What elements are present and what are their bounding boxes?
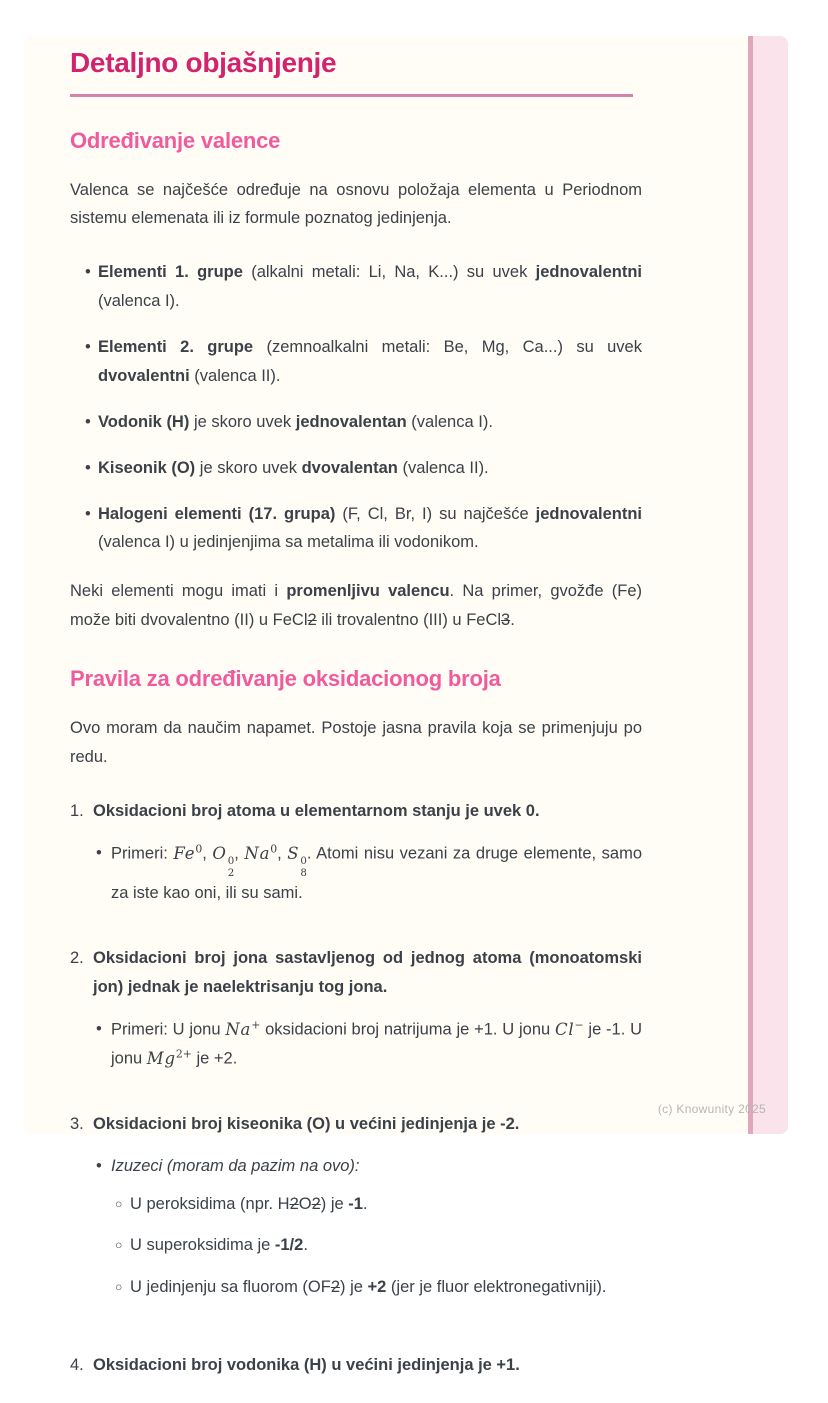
text-segment: U superoksidima je [130,1236,275,1255]
text-segment: 2 [307,611,317,630]
text-segment: 3 [501,611,511,630]
text-segment: (valenca II). [397,458,489,477]
text-segment: , [277,844,288,863]
bullet-icon: • [85,338,91,357]
text-segment: Ovo moram da naučim napamet. Postoje jasna pravila koja se primenjuju po redu. [70,718,642,766]
text-segment: . [362,1194,368,1213]
text-segment: (F, Cl, Br, I) su najčešće [335,504,536,523]
text-segment: Halogeni elementi (17. grupa) [98,504,336,523]
text-segment: dvovalentan [301,458,398,477]
text-segment: Vodonik (H) [98,412,190,431]
text-segment: (valenca II). [189,366,281,385]
example-list-item [93,1015,642,1074]
math-formula: S 0 8 [287,843,307,879]
text-segment: 2 [330,1278,341,1297]
list-number: 4. [70,1356,84,1375]
text-segment: Izuzeci (moram da pazim na ovo): [111,1156,360,1175]
text-segment: Oksidacioni broj atoma u elementarnom stanju je uvek 0. [93,802,540,821]
text-segment: promenljivu valencu [286,582,450,601]
text-segment: (zemnoalkalni metali: Be, Mg, Ca...) su uvek [253,338,642,357]
text-segment: Elementi 2. grupe [98,338,254,357]
text-segment: 2 [311,1194,321,1213]
bullet-icon: • [96,844,102,863]
text-segment: oksidacioni broj natrijuma je +1. U jonu [260,1020,555,1039]
text-segment: Valenca se najčešće određuje na osnovu položaja elementa u Periodnom sistemu elemenata ili iz formule poznatog jedinjenja. [70,180,642,228]
text-segment: jednovalentni [535,504,642,523]
list-item [70,258,642,316]
bullet-icon: • [85,412,91,431]
text-segment: U jedinjenju sa fluorom (OF [130,1278,331,1297]
text-segment: , [234,844,245,863]
math-formula: Cl− [554,1018,584,1039]
page-title: Detaljno objašnjenje [70,47,337,78]
valence-bullet-list [70,258,642,557]
text-segment: Primeri: U jonu [111,1020,226,1039]
exceptions-note-item [93,1152,642,1316]
text-segment: Primeri: [111,844,174,863]
text-segment: ) je [320,1194,349,1213]
section-heading-valence: Određivanje valence [70,128,281,153]
text-segment: . [510,611,515,630]
list-number: 3. [70,1114,84,1133]
math-formula: $Mg^{2+}$ [146,1047,192,1068]
text-segment: (jer je fluor elektronegativniji). [386,1278,607,1297]
math-formula: Fe$^0$ [173,842,203,863]
text-segment: U peroksidima (npr. H [130,1194,290,1213]
bullet-icon: • [96,1020,102,1039]
document-content [70,36,642,1403]
bullet-icon: • [96,1156,102,1175]
circle-bullet-icon: ○ [115,1280,123,1295]
oxidation-rules-list [70,797,642,1380]
math-formula: Na+ [225,1018,261,1039]
numbered-list-item [70,1110,642,1328]
text-segment: Oksidacioni broj kiseonika (O) u većini jedinjenja je -2. [93,1114,520,1133]
numbered-list-item [70,1351,642,1380]
exception-list-item [111,1231,642,1260]
list-item [70,333,642,391]
rule-title [93,1110,642,1139]
rule-title [93,1351,642,1380]
list-number: 1. [70,802,84,821]
oxidation-intro-paragraph [70,714,642,772]
bullet-icon: • [85,458,91,477]
text-segment: +2 [367,1278,387,1297]
text-segment: . Na primer, gvožđe (Fe) može biti dvovalentno (II) u FeCl [70,582,643,630]
copyright-watermark: (c) Knowunity 2025 [657,1102,766,1116]
rule-title [93,944,642,1002]
exceptions-list [111,1190,642,1303]
rule-title [93,797,642,826]
list-number: 2. [70,949,84,968]
text-segment: (valenca I). [98,292,180,311]
text-segment: (valenca I) u jedinjenjima sa metalima ili vodonikom. [98,533,479,552]
exception-list-item [111,1190,642,1219]
list-item [70,500,642,558]
text-segment: dvovalentni [98,366,190,385]
text-segment: . Atomi nisu vezani za druge elemente, samo za iste kao oni, ili su sami. [111,844,643,903]
bullet-icon: • [85,504,91,523]
text-segment: jednovalentni [535,263,642,282]
bullet-icon: • [85,263,91,282]
text-segment: (valenca I). [406,412,493,431]
valence-intro-paragraph [70,176,642,234]
document-card [24,36,788,1375]
example-list-item [93,839,642,908]
text-segment: je +2. [191,1049,238,1068]
math-formula: Na$^0$ [244,842,278,863]
text-segment: Kiseonik (O) [98,458,196,477]
text-segment: je -1. U jonu [111,1020,642,1068]
text-segment: (alkalni metali: Li, Na, K...) su uvek [242,263,536,282]
text-segment: jednovalentan [295,412,407,431]
circle-bullet-icon: ○ [115,1238,123,1253]
list-item [70,454,642,483]
text-segment: Oksidacioni broj jona sastavljenog od jednog atoma (monoatomski jon) jednak je naelektrisanju tog jona. [93,949,642,997]
variable-valence-paragraph [70,577,642,635]
text-segment: je skoro uvek [195,458,302,477]
list-item [70,408,642,437]
text-segment: Elementi 1. grupe [98,263,243,282]
text-segment: Neki elementi mogu imati i [70,582,287,601]
text-segment: ili trovalentno (III) u FeCl [316,611,502,630]
text-segment: . [303,1236,308,1255]
title-divider [70,94,633,97]
exception-list-item [111,1273,642,1302]
text-segment: -1/2 [274,1236,304,1255]
math-formula: O 0 2 [212,843,235,879]
section-heading-oxidation-rules: Pravila za određivanje oksidacionog broja [70,666,501,692]
circle-bullet-icon: ○ [115,1196,123,1211]
text-segment: ) je [340,1278,368,1297]
text-segment: O [298,1194,312,1213]
side-accent-stripe [748,36,788,1134]
text-segment: , [202,844,213,863]
numbered-list-item [70,944,642,1087]
text-segment: Oksidacioni broj vodonika (H) u većini jedinjenja je +1. [93,1356,520,1375]
text-segment: je skoro uvek [189,412,296,431]
text-segment: 2 [289,1194,299,1213]
text-segment: -1 [348,1194,363,1213]
numbered-list-item [70,797,642,921]
